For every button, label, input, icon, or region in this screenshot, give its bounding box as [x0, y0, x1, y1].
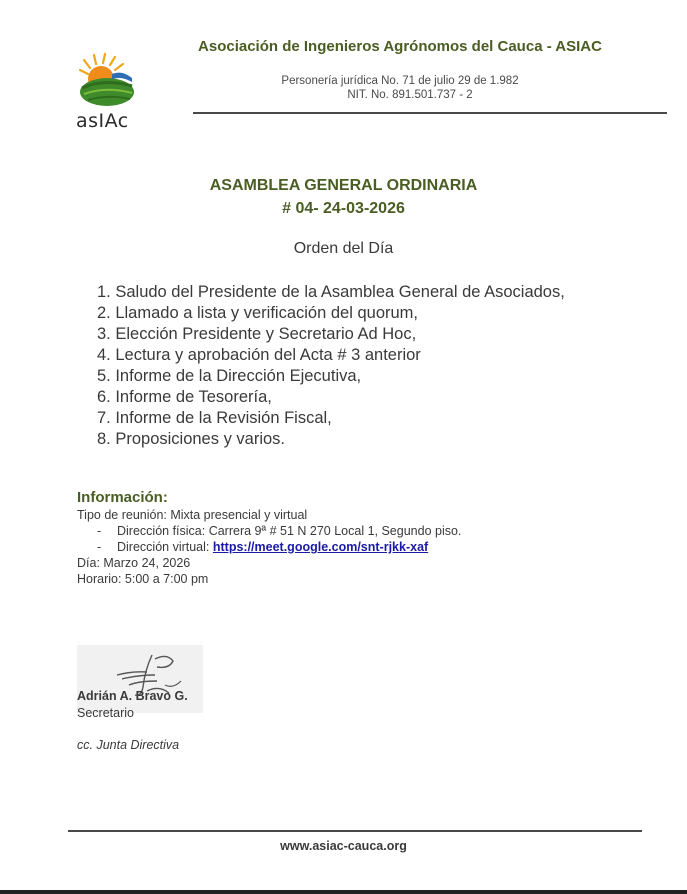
agenda-item: 2. Llamado a lista y verificación del quorum,: [97, 304, 418, 322]
agenda-heading: Orden del Día: [293, 240, 394, 257]
meeting-time: Horario: 5:00 a 7:00 pm: [77, 572, 209, 586]
document-title: ASAMBLEA GENERAL ORDINARIA: [209, 177, 478, 194]
logo-wordmark: asIAc: [76, 110, 129, 132]
agenda-item: 3. Elección Presidente y Secretario Ad Hoc,: [97, 325, 417, 343]
page-bottom-border: [0, 890, 687, 894]
logo-sun-field-icon: [74, 52, 140, 110]
virtual-address: [77, 539, 461, 555]
info-heading: Información:: [77, 489, 168, 506]
asiac-logo: [74, 52, 140, 132]
agenda-item: 8. Proposiciones y varios.: [97, 430, 286, 448]
agenda-item: 4. Lectura y aprobación del Acta # 3 anterior: [97, 346, 421, 364]
header-divider: [193, 112, 667, 114]
document-number: # 04- 24-03-2026: [282, 200, 405, 217]
signer-name: Adrián A. Bravo G.: [77, 689, 188, 703]
agenda-list: [97, 282, 565, 450]
meeting-date: Día: Marzo 24, 2026: [77, 556, 191, 570]
info-block: [77, 507, 461, 587]
agenda-item: 6. Informe de Tesorería,: [97, 388, 272, 406]
organization-name: Asociación de Ingenieros Agrónomos del Cauca - ASIAC: [198, 38, 602, 55]
agenda-item: 5. Informe de la Dirección Ejecutiva,: [97, 367, 362, 385]
footer-divider: [68, 830, 642, 832]
nit-line: NIT. No. 891.501.737 - 2: [347, 89, 473, 101]
bullet-dash: -: [97, 540, 102, 554]
agenda-item: 1. Saludo del Presidente de la Asamblea General de Asociados,: [97, 283, 565, 301]
physical-address: [77, 523, 461, 539]
footer-website[interactable]: www.asiac-cauca.org: [280, 839, 407, 853]
meeting-link[interactable]: https://meet.google.com/snt-rjkk-xaf: [212, 540, 429, 554]
physical-address-text: Dirección física: Carrera 9ª # 51 N 270 Local 1, Segundo piso.: [117, 524, 462, 538]
bullet-dash: -: [97, 524, 102, 538]
meeting-type: Tipo de reunión: Mixta presencial y virtual: [77, 508, 308, 522]
legal-info: [190, 74, 610, 102]
agenda-item: 7. Informe de la Revisión Fiscal,: [97, 409, 332, 427]
virtual-address-label: Dirección virtual:: [117, 540, 213, 554]
legal-line: Personería jurídica No. 71 de julio 29 de 1.982: [281, 75, 519, 87]
cc-line: cc. Junta Directiva: [77, 738, 180, 752]
signer-role: Secretario: [77, 706, 134, 720]
